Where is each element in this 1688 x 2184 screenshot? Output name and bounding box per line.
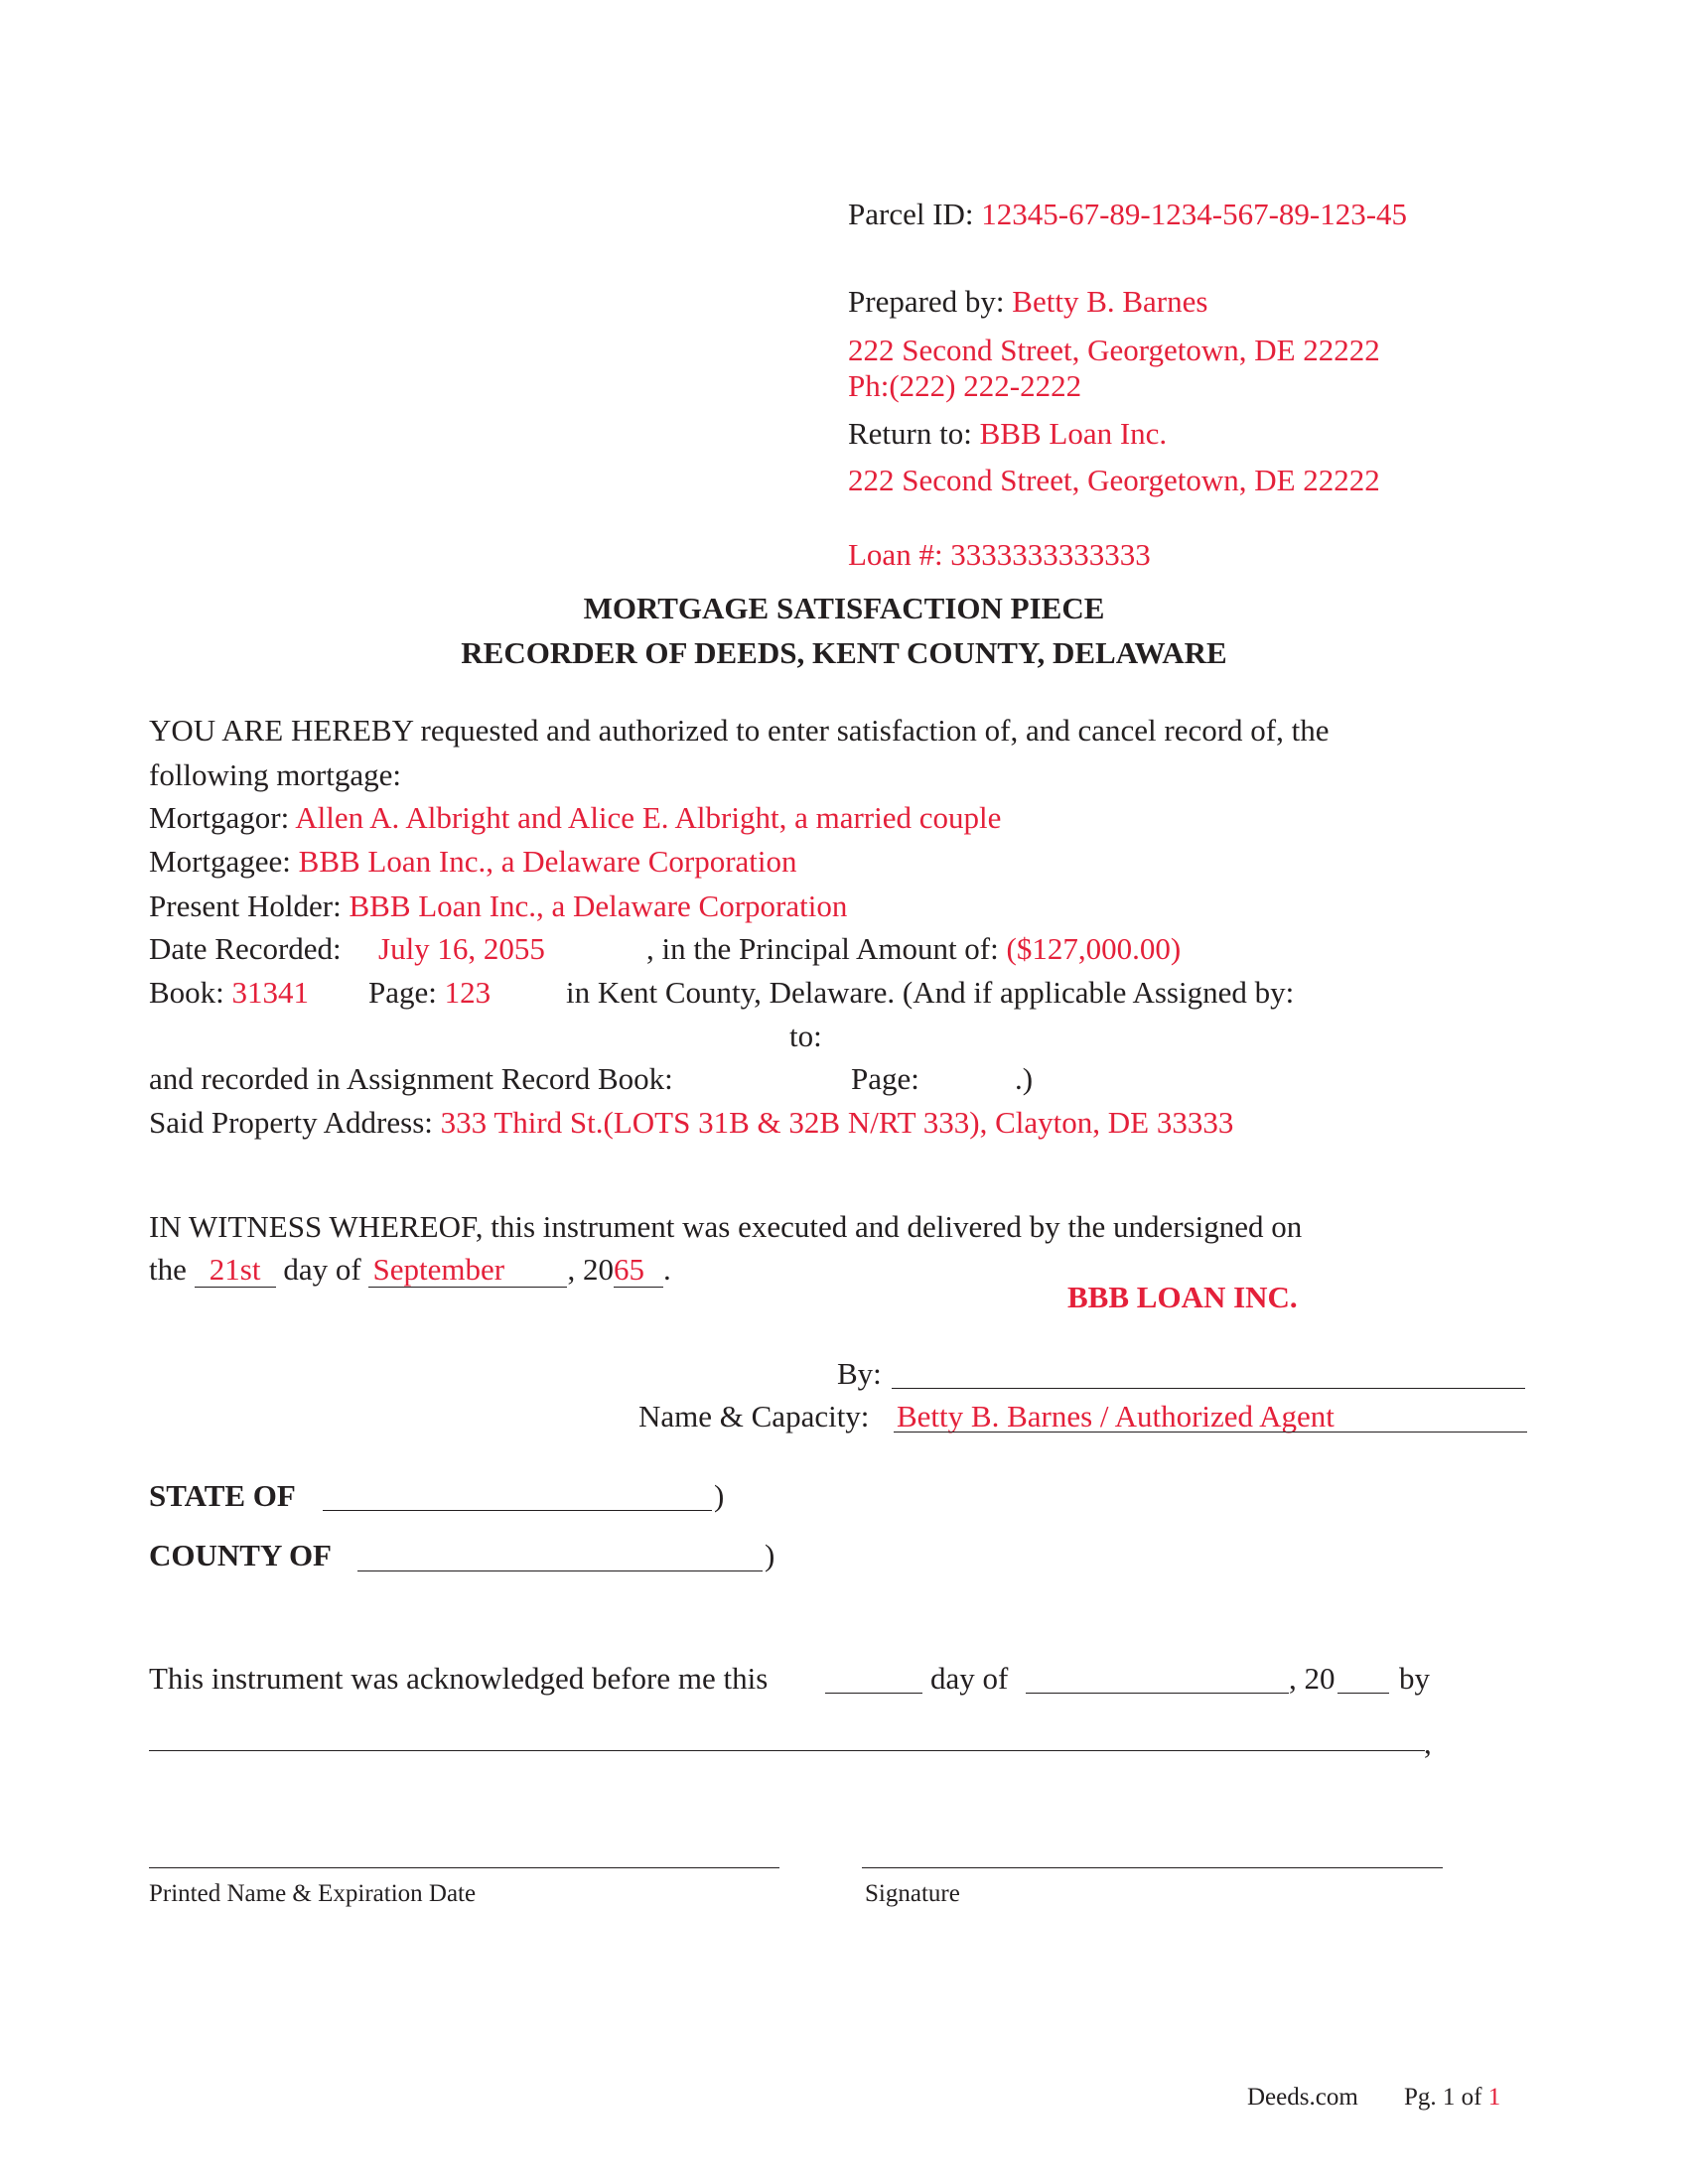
return-to-label: Return to: <box>848 416 972 451</box>
present-holder-value: BBB Loan Inc., a Delaware Corporation <box>349 888 848 923</box>
intro-line-2: following mortgage: <box>149 757 401 792</box>
document-subtitle: RECORDER OF DEEDS, KENT COUNTY, DELAWARE <box>461 635 1227 670</box>
footer-page-prefix: Pg. 1 of <box>1404 2084 1482 2111</box>
principal-value: ($127,000.00) <box>1006 931 1182 966</box>
return-to-address: 222 Second Street, Georgetown, DE 22222 <box>848 463 1380 497</box>
property-address-value: 333 Third St.(LOTS 31B & 32B N/RT 333), Clayton, DE 33333 <box>440 1105 1234 1140</box>
mortgagee-value: BBB Loan Inc., a Delaware Corporation <box>298 844 797 879</box>
prepared-by-line <box>848 286 1207 317</box>
witness-period: . <box>662 1252 671 1287</box>
mortgagor-value: Allen A. Albright and Alice E. Albright, a married couple <box>295 800 1002 835</box>
ack-by: by <box>1399 1661 1430 1696</box>
ack-name-line <box>149 1750 1425 1751</box>
date-recorded-value: July 16, 2055 <box>378 931 545 966</box>
property-address-label: Said Property Address: <box>149 1105 433 1140</box>
by-label: By: <box>837 1356 882 1391</box>
principal-line <box>646 933 1181 964</box>
name-capacity-label: Name & Capacity: <box>638 1399 870 1433</box>
present-holder-label: Present Holder: <box>149 888 342 923</box>
book-line <box>149 977 309 1008</box>
witness-day-of: day of <box>283 1252 361 1287</box>
name-capacity-line <box>894 1432 1527 1433</box>
footer-site: Deeds.com <box>1247 2084 1358 2111</box>
parcel-id-label: Parcel ID: <box>848 197 974 231</box>
state-of-paren: ) <box>714 1478 725 1513</box>
book-value: 31341 <box>231 975 310 1010</box>
ack-day-line <box>825 1693 922 1694</box>
company-name: BBB LOAN INC. <box>1067 1280 1298 1314</box>
ack-month-line <box>1026 1693 1289 1694</box>
mortgagor-line <box>149 802 1001 833</box>
witness-line-2 <box>149 1254 671 1288</box>
footer-page-total: 1 <box>1487 2084 1501 2111</box>
ack-day-of: day of <box>930 1661 1009 1696</box>
loan-number: Loan #: 3333333333333 <box>848 537 1151 572</box>
county-of-label: COUNTY OF <box>149 1538 332 1572</box>
witness-day-field: 21st <box>195 1254 276 1288</box>
return-to-line <box>848 418 1167 449</box>
county-of-paren: ) <box>765 1538 775 1572</box>
prepared-by-label: Prepared by: <box>848 284 1005 319</box>
date-recorded-label: Date Recorded: <box>149 931 342 966</box>
mortgagee-label: Mortgagee: <box>149 844 291 879</box>
by-signature-line <box>892 1388 1525 1389</box>
mortgagor-label: Mortgagor: <box>149 800 290 835</box>
witness-year-field: 65 <box>614 1254 663 1288</box>
witness-the: the <box>149 1252 187 1287</box>
prepared-by-address: 222 Second Street, Georgetown, DE 22222 <box>848 333 1380 367</box>
name-capacity-value: Betty B. Barnes / Authorized Agent <box>897 1399 1335 1433</box>
prepared-by-value: Betty B. Barnes <box>1012 284 1208 319</box>
principal-label: , in the Principal Amount of: <box>646 931 999 966</box>
parcel-id-value: 12345-67-89-1234-567-89-123-45 <box>981 197 1408 231</box>
property-address-line <box>149 1107 1233 1138</box>
return-to-value: BBB Loan Inc. <box>979 416 1168 451</box>
present-holder-line <box>149 890 847 921</box>
assignment-page-label: Page: <box>851 1061 919 1096</box>
state-of-line <box>323 1510 712 1511</box>
ack-year-line <box>1337 1693 1389 1694</box>
signature-label: Signature <box>865 1880 960 1907</box>
witness-month-field: September <box>368 1254 567 1288</box>
prepared-by-phone: Ph:(222) 222-2222 <box>848 368 1082 403</box>
page-label: Page: <box>368 975 437 1010</box>
county-text: in Kent County, Delaware. (And if applicable Assigned by: <box>566 975 1295 1010</box>
assignment-close: .) <box>1015 1061 1034 1096</box>
footer-page-number <box>1404 2085 1500 2110</box>
mortgagee-line <box>149 846 797 877</box>
signature-line <box>862 1867 1443 1868</box>
ack-name-comma: , <box>1424 1725 1432 1760</box>
assignment-record-label: and recorded in Assignment Record Book: <box>149 1061 673 1096</box>
printed-name-label: Printed Name & Expiration Date <box>149 1880 477 1907</box>
witness-comma-20: , 20 <box>567 1252 614 1287</box>
document-title: MORTGAGE SATISFACTION PIECE <box>583 591 1105 625</box>
book-label: Book: <box>149 975 224 1010</box>
printed-name-line <box>149 1867 779 1868</box>
page-value: 123 <box>444 975 492 1010</box>
acknowledgment-text: This instrument was acknowledged before me this <box>149 1661 769 1696</box>
parcel-id-line <box>848 199 1407 229</box>
state-of-label: STATE OF <box>149 1478 296 1513</box>
intro-line-1: YOU ARE HEREBY requested and authorized to enter satisfaction of, and cancel record of, the <box>149 713 1330 748</box>
ack-20: , 20 <box>1289 1661 1336 1696</box>
county-of-line <box>357 1570 763 1571</box>
page-line <box>368 977 491 1008</box>
assigned-to-label: to: <box>789 1019 822 1053</box>
witness-line-1: IN WITNESS WHEREOF, this instrument was executed and delivered by the undersigned on <box>149 1209 1303 1244</box>
